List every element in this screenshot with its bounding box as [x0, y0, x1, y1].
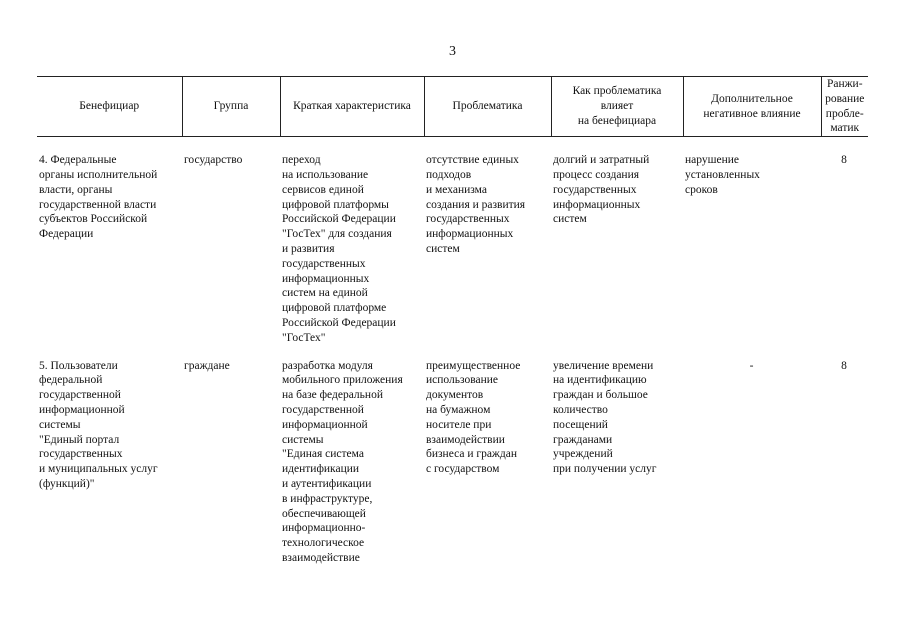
header-impact: Как проблематика влияет на бенефициара — [551, 77, 683, 137]
problems-table — [37, 76, 868, 579]
cell-rank: 8 — [841, 154, 847, 167]
header-group: Группа — [182, 77, 280, 137]
header-beneficiary: Бенефициар — [37, 77, 182, 137]
cell-negative: нарушение установленных сроков — [685, 154, 760, 196]
header-negative: Дополнительное негативное влияние — [683, 77, 821, 137]
cell-negative: - — [749, 359, 754, 372]
cell-problem: преимущественное использование документов на бумажном носителе при взаимодействии бизнеса и граждан с государством — [426, 359, 521, 476]
cell-beneficiary: 5. Пользователи федеральной государственной информационной системы "Единый портал государственных и муниципальных услуг (функций)" — [39, 359, 158, 490]
cell-group: граждане — [184, 359, 230, 372]
cell-characteristic: переход на использование сервисов единой цифровой платформы Российской Федерации "ГосТех" для создания и развития государственных информационных систем на единой цифровой платформе Российской Федерации "ГосТех" — [282, 154, 396, 344]
page-number: 3 — [449, 44, 456, 59]
header-characteristic: Краткая характеристика — [280, 77, 424, 137]
cell-beneficiary: 4. Федеральные органы исполнительной власти, органы государственной власти субъектов Российской Федерации — [39, 154, 158, 241]
table-row — [37, 359, 868, 579]
cell-impact: увеличение времени на идентификацию граждан и большое количество посещений гражданами учреждений при получении услуг — [553, 359, 657, 476]
header-rank: Ранжи- рование пробле- матик — [821, 77, 868, 137]
cell-problem: отсутствие единых подходов и механизма создания и развития государственных информационных систем — [426, 154, 526, 255]
cell-impact: долгий и затратный процесс создания государственных информационных систем — [553, 154, 650, 226]
cell-characteristic: разработка модуля мобильного приложения на базе федеральной государственной информационной системы "Единая система идентификации и аутентификации в инфраструктуре, обеспечивающей информационно- технологическое взаимодействие — [282, 359, 403, 564]
table-row — [37, 137, 868, 359]
cell-rank: 8 — [841, 359, 847, 372]
cell-group: государство — [184, 154, 243, 167]
table-header-row — [37, 77, 868, 137]
header-problem: Проблематика — [424, 77, 551, 137]
